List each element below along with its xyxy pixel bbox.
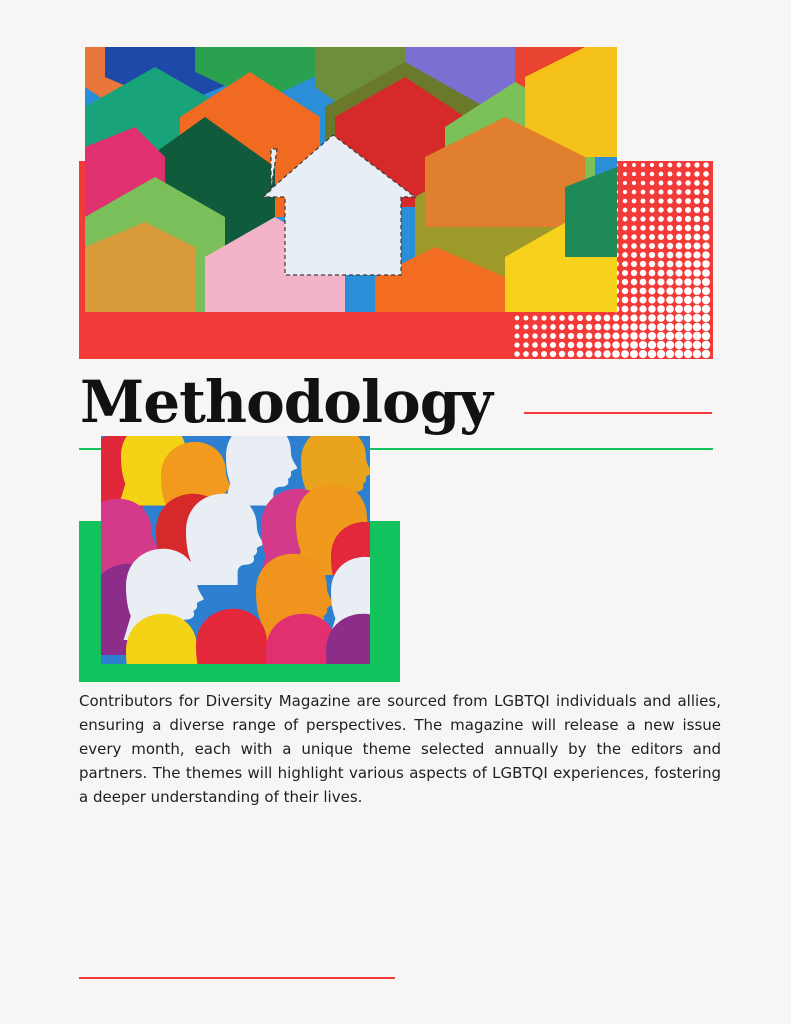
red-divider-bottom — [79, 977, 395, 979]
red-divider-top — [524, 412, 712, 414]
body-paragraph: Contributors for Diversity Magazine are sourced from LGBTQI individuals and allies, ensuring a diverse range of perspectives. The magazine will release a new issue every month, each with a unique theme selected annually by the editors and partners. The themes will highlight various aspects of LGBTQI experiences, fostering a deeper understanding of their lives. — [79, 692, 721, 806]
colorful-houses-photo — [85, 47, 617, 312]
colorful-heads-photo — [101, 436, 370, 664]
page-title: Methodology — [80, 368, 492, 436]
